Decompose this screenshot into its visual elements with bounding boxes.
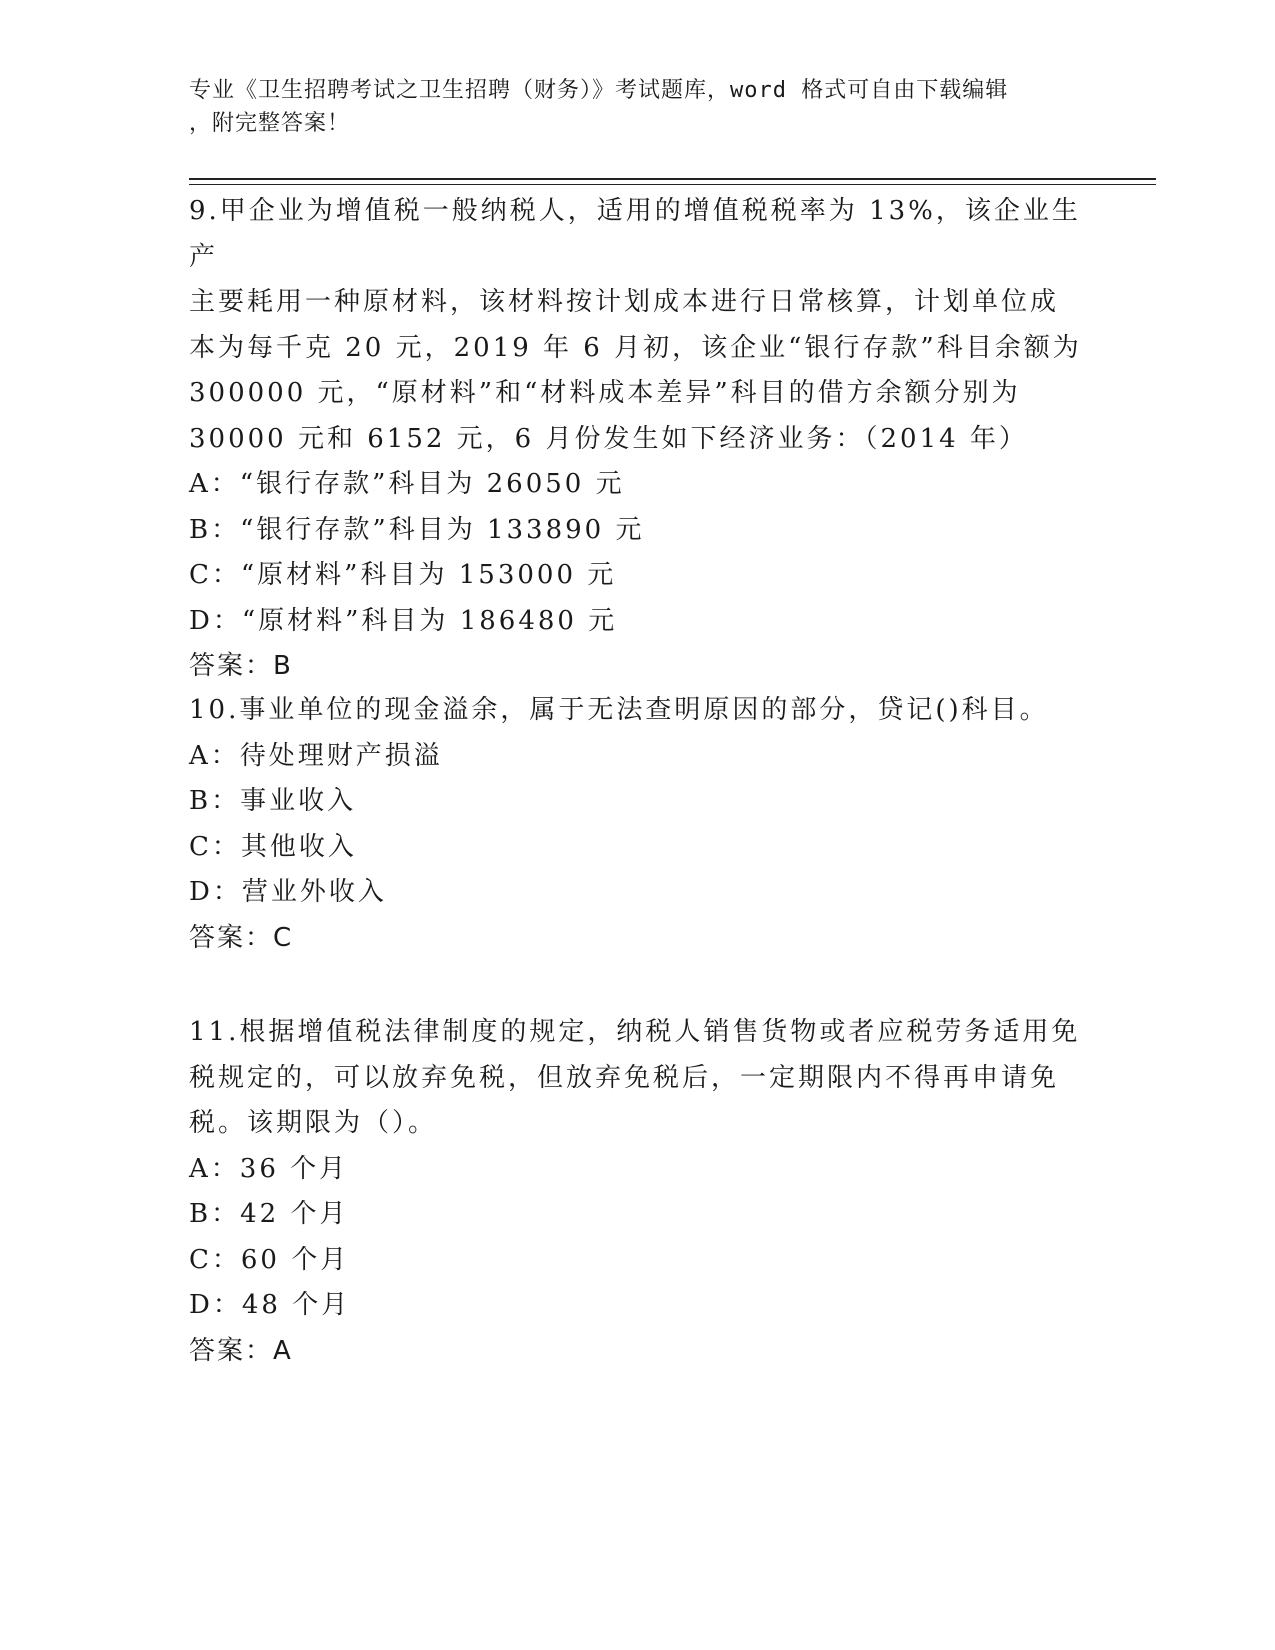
answer-line: 答案：B (189, 651, 293, 681)
answer-line: 答案：A (189, 1335, 293, 1366)
question-11 (189, 1010, 1089, 1374)
option-a: A：待处理财产损溢 (189, 740, 443, 771)
header-line-2: ，附完整答案！ (189, 111, 351, 136)
option-b: B：事业收入 (189, 786, 357, 816)
option-b: B：42 个月 (189, 1199, 349, 1229)
header-line-1: 专业《卫生招聘考试之卫生招聘（财务）》考试题库，word 格式可自由下载编辑 (189, 78, 1009, 103)
header-divider-thick (189, 178, 1156, 180)
option-d: D：48 个月 (189, 1290, 351, 1320)
stem-line: 税规定的，可以放弃免税，但放弃免税后，一定期限内不得再申请免 (189, 1062, 1060, 1093)
stem-line: 税。该期限为（）。 (189, 1108, 438, 1138)
stem-line: 11.根据增值税法律制度的规定，纳税人销售货物或者应税劳务适用免 (189, 1017, 1081, 1047)
option-a: A：“银行存款”科目为 26050 元 (189, 469, 625, 499)
stem-line: 30000 元和 6152 元，6 月份发生如下经济业务：（2014 年） (189, 423, 1028, 454)
option-b: B：“银行存款”科目为 133890 元 (189, 514, 645, 545)
question-stem (189, 1010, 1089, 1147)
option-c: C：其他收入 (189, 831, 357, 862)
answer-line: 答案：C (189, 922, 294, 953)
question-9 (189, 189, 1089, 690)
stem-line: 主要耗用一种原材料，该材料按计划成本进行日常核算，计划单位成 (189, 287, 1060, 317)
option-d: D：“原材料”科目为 186480 元 (189, 605, 618, 636)
question-stem (189, 688, 1089, 734)
question-stem (189, 189, 1089, 462)
document-header (189, 74, 1089, 140)
option-d: D：营业外收入 (189, 877, 387, 907)
question-10 (189, 688, 1089, 961)
option-c: C：“原材料”科目为 153000 元 (189, 560, 617, 590)
stem-line: 本为每千克 20 元，2019 年 6 月初，该企业“银行存款”科目余额为 (189, 332, 1082, 363)
option-a: A：36 个月 (189, 1153, 349, 1184)
stem-line: 300000 元，“原材料”和“材料成本差异”科目的借方余额分别为 (189, 378, 1021, 408)
option-c: C：60 个月 (189, 1244, 350, 1275)
stem-line: 10.事业单位的现金溢余，属于无法查明原因的部分，贷记()科目。 (189, 695, 1049, 725)
header-divider-thin (189, 184, 1156, 185)
stem-line: 9.甲企业为增值税一般纳税人，适用的增值税税率为 13%，该企业生产 (189, 196, 1081, 272)
